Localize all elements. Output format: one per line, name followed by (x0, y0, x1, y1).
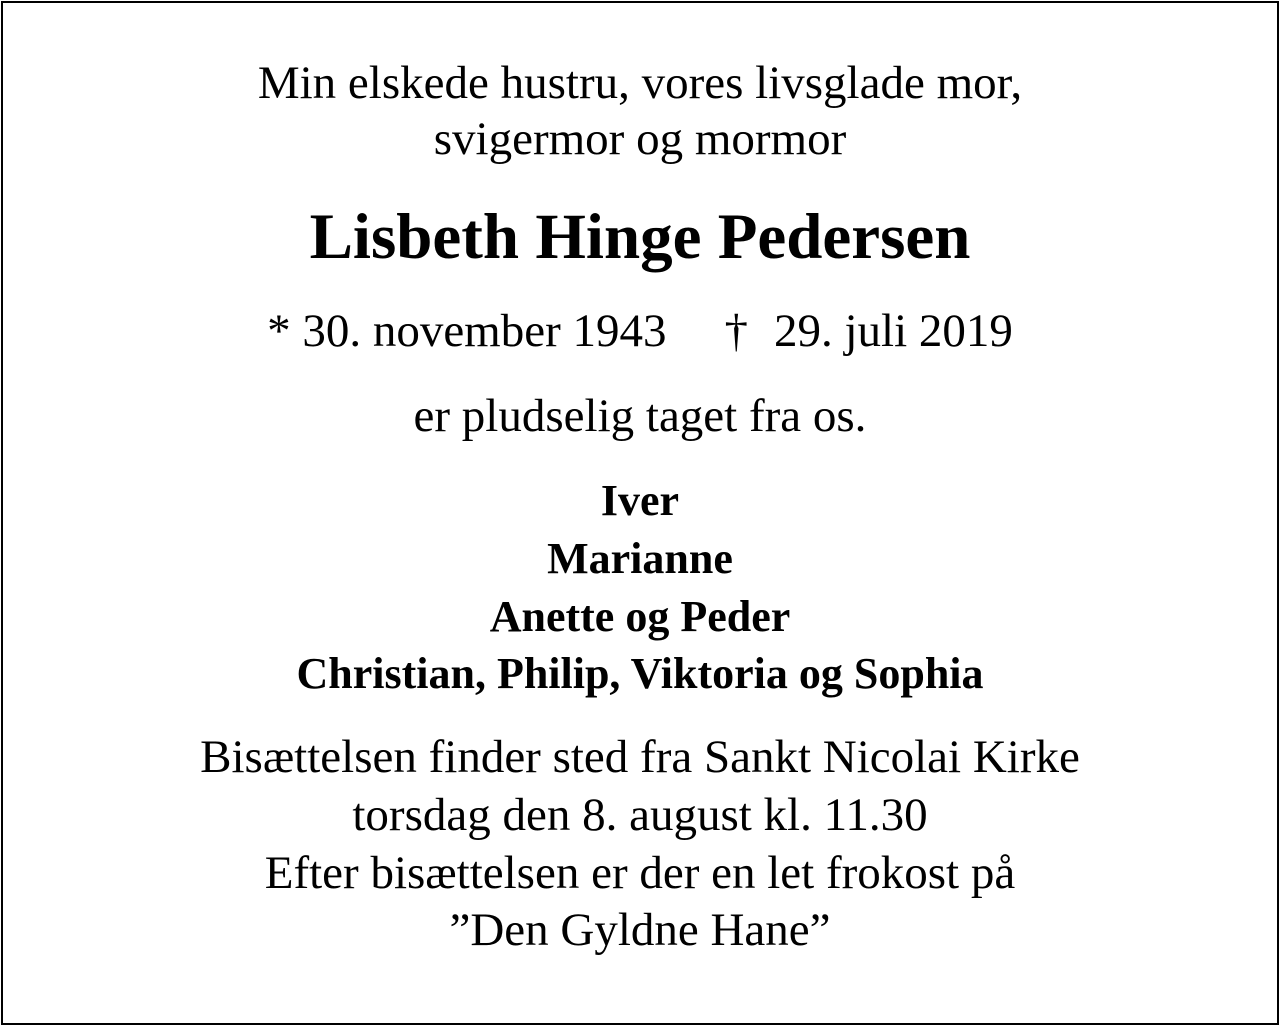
family-line-4: Christian, Philip, Viktoria og Sophia (296, 649, 984, 698)
service-line-4: ”Den Gyldne Hane” (449, 904, 831, 956)
life-dates (0, 305, 1280, 357)
message: er pludselig taget fra os. (413, 390, 867, 442)
death-symbol: † (724, 305, 748, 357)
birth-symbol: * (267, 305, 291, 357)
family-line-2: Marianne (547, 534, 733, 583)
deceased-name: Lisbeth Hinge Pedersen (309, 201, 971, 273)
service-line-3: Efter bisættelsen er der en let frokost på (264, 847, 1016, 899)
service-line-1: Bisættelsen finder sted fra Sankt Nicolai Kirke (200, 731, 1080, 783)
death-date: 29. juli 2019 (774, 305, 1013, 357)
birth-date: 30. november 1943 (302, 305, 667, 357)
family-line-1: Iver (600, 476, 680, 525)
intro-line-2: svigermor og mormor (433, 113, 847, 165)
service-line-2: torsdag den 8. august kl. 11.30 (352, 789, 928, 841)
intro-line-1: Min elskede hustru, vores livsglade mor, (257, 57, 1023, 109)
family-line-3: Anette og Peder (489, 592, 791, 641)
